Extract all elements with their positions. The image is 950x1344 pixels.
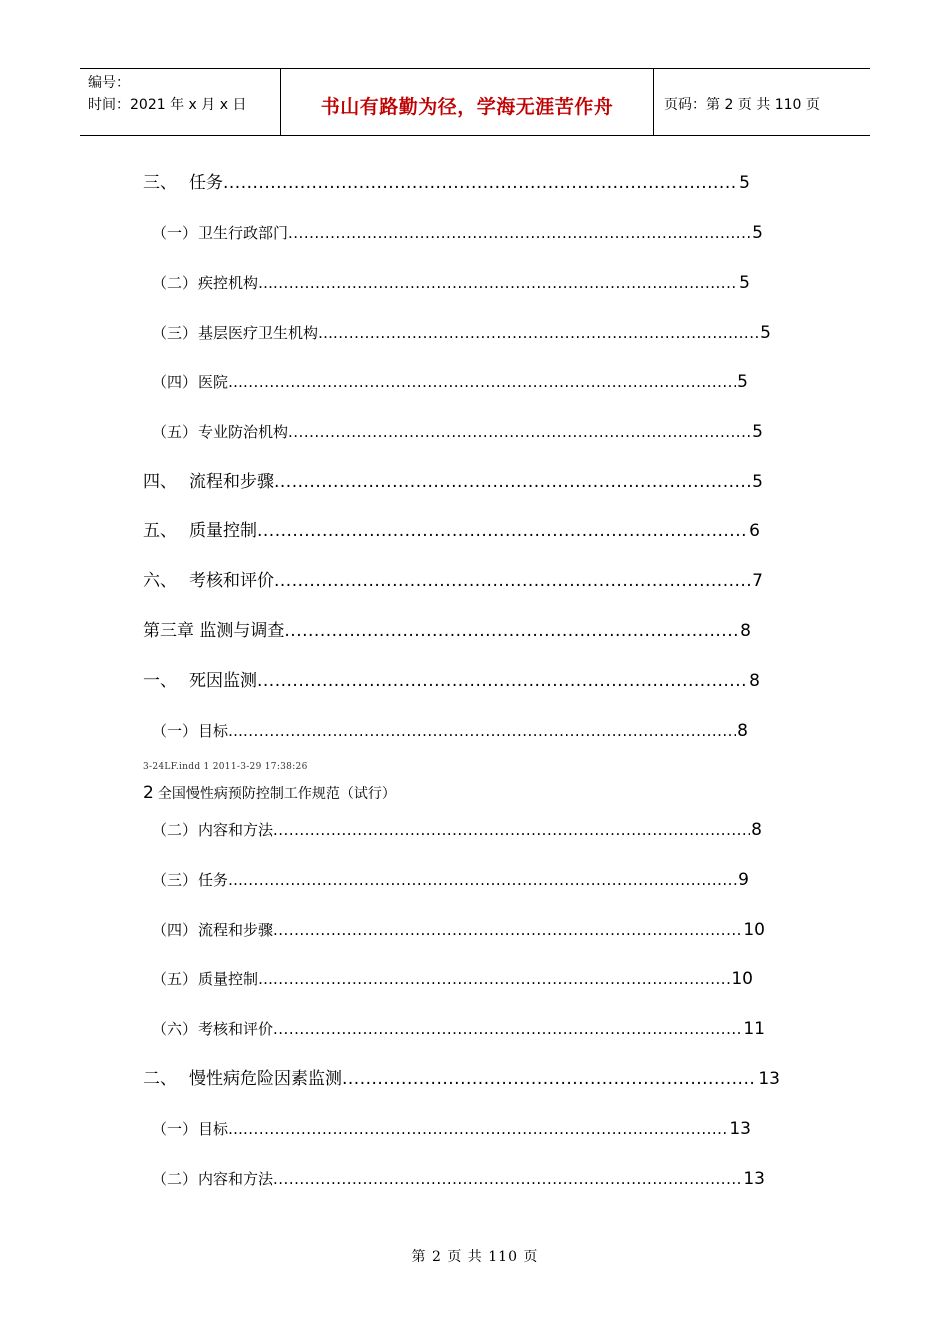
toc-leader [257,670,748,692]
running-head-text: 全国慢性病预防控制工作规范（试行） [157,786,396,802]
toc-title: 第三章 监测与调查 [143,621,285,641]
toc-page: 5 [752,472,763,492]
toc-page: 5 [752,223,763,243]
header-right-cell [654,69,870,135]
toc-leader [257,520,748,542]
toc-page: 10 [743,920,765,940]
running-head-number: 2 [143,783,154,803]
toc-title: 医院… [198,373,244,391]
toc-page: 5 [760,323,771,343]
running-head [143,783,396,803]
toc-entry-chapter[interactable] [143,620,751,642]
toc-num: （五） [152,970,198,988]
toc-page: 6 [749,521,760,541]
toc-num: （一） [152,722,198,740]
toc-entry[interactable] [152,1118,751,1140]
toc-entry[interactable] [152,869,749,891]
toc-leader [273,1168,742,1190]
toc-leader [273,968,730,990]
toc-title: 内容和方法 [198,821,274,839]
toc-entry[interactable] [143,670,760,692]
toc-page: 8 [751,820,762,840]
toc-leader [274,570,751,592]
toc-title: 内容和方法 [198,1170,274,1188]
toc-title: 慢性病危险因素监测 [189,1069,342,1089]
toc-entry[interactable] [143,1068,780,1090]
toc-num: （二） [152,821,198,839]
toc-title: 专业防治机构 [198,423,289,441]
toc-entry[interactable] [143,471,763,493]
toc-entry[interactable] [152,1168,765,1190]
header-left-cell [80,69,281,135]
toc-page: 8 [749,671,760,691]
page-info: 页码：第 2 页 共 110 页 [664,97,820,113]
toc-page: 13 [729,1119,751,1139]
toc-page: 7 [752,571,763,591]
toc-title: 任务… [198,871,244,889]
toc-num: （四） [152,373,198,391]
toc-title: 死因监测 [189,671,257,691]
toc-page: 10 [731,969,753,989]
toc-entry[interactable] [152,371,748,393]
toc-entry[interactable] [152,819,762,841]
toc-leader [288,421,751,443]
toc-title: 质量控制 [189,521,257,541]
toc-leader [243,869,737,891]
toc-leader [342,1068,757,1090]
toc-num: （二） [152,1170,198,1188]
toc-num: 四、 [143,472,177,492]
toc-title: 考核和评价 [198,1020,274,1038]
toc-page: 8 [740,621,751,641]
print-stamp: 3-24LF.indd 1 2011-3-29 17:38:26 [143,762,308,772]
toc-page: 9 [738,870,749,890]
toc-entry[interactable] [152,919,765,941]
toc-num: （三） [152,324,198,342]
toc-num: 六、 [143,571,177,591]
toc-page: 13 [758,1069,780,1089]
header-center-cell [281,69,654,135]
toc-leader [288,222,751,244]
toc-leader [243,1118,728,1140]
toc-entry[interactable] [152,222,763,244]
toc-entry[interactable] [152,322,771,344]
toc-leader [273,819,750,841]
toc-title: 疾控机构… [198,274,274,292]
toc-num: 一、 [143,671,177,691]
toc-title: 流程和步骤 [198,921,274,939]
toc-leader [333,322,759,344]
toc-title: 目标… [198,1120,244,1138]
toc-title: 基层医疗卫生机构… [198,324,334,342]
toc-num: （四） [152,921,198,939]
toc-leader [273,272,738,294]
page-header [80,68,870,136]
toc-title: 任务 [189,173,223,193]
toc-num: （一） [152,1120,198,1138]
toc-num: （二） [152,274,198,292]
toc-page: 13 [743,1169,765,1189]
toc-entry[interactable] [152,968,753,990]
toc-title: 目标… [198,722,244,740]
toc-entry[interactable] [143,520,760,542]
toc-title: 质量控制… [198,970,274,988]
toc-entry[interactable] [152,272,750,294]
toc-leader [273,1018,742,1040]
time-label: 时间：2021 年 x 月 x 日 [88,97,247,113]
code-label: 编号： [88,75,130,91]
toc-title: 考核和评价 [189,571,274,591]
toc-num: （六） [152,1020,198,1038]
toc-page: 8 [737,721,748,741]
toc-page: 11 [743,1019,765,1039]
toc-leader [284,620,739,642]
toc-num: （五） [152,423,198,441]
toc-leader [243,720,736,742]
slogan: 书山有路勤为径，学海无涯苦作舟 [320,96,614,118]
toc-num: 五、 [143,521,177,541]
toc-entry[interactable] [143,172,750,194]
toc-num: 三、 [143,173,177,193]
toc-entry[interactable] [143,570,763,592]
toc-leader [243,371,736,393]
toc-page: 5 [752,422,763,442]
toc-entry[interactable] [152,720,748,742]
toc-num: （三） [152,871,198,889]
toc-leader [274,471,751,493]
toc-num: （一） [152,224,198,242]
toc-page: 5 [737,372,748,392]
toc-page: 5 [739,173,750,193]
toc-title: 流程和步骤 [189,472,274,492]
toc-leader [223,172,738,194]
page-footer: 第 2 页 共 110 页 [411,1249,539,1265]
toc-leader [273,919,742,941]
toc-title: 卫生行政部门 [198,224,289,242]
toc-num: 二、 [143,1069,177,1089]
toc-entry[interactable] [152,1018,765,1040]
toc-entry[interactable] [152,421,763,443]
toc-page: 5 [739,273,750,293]
